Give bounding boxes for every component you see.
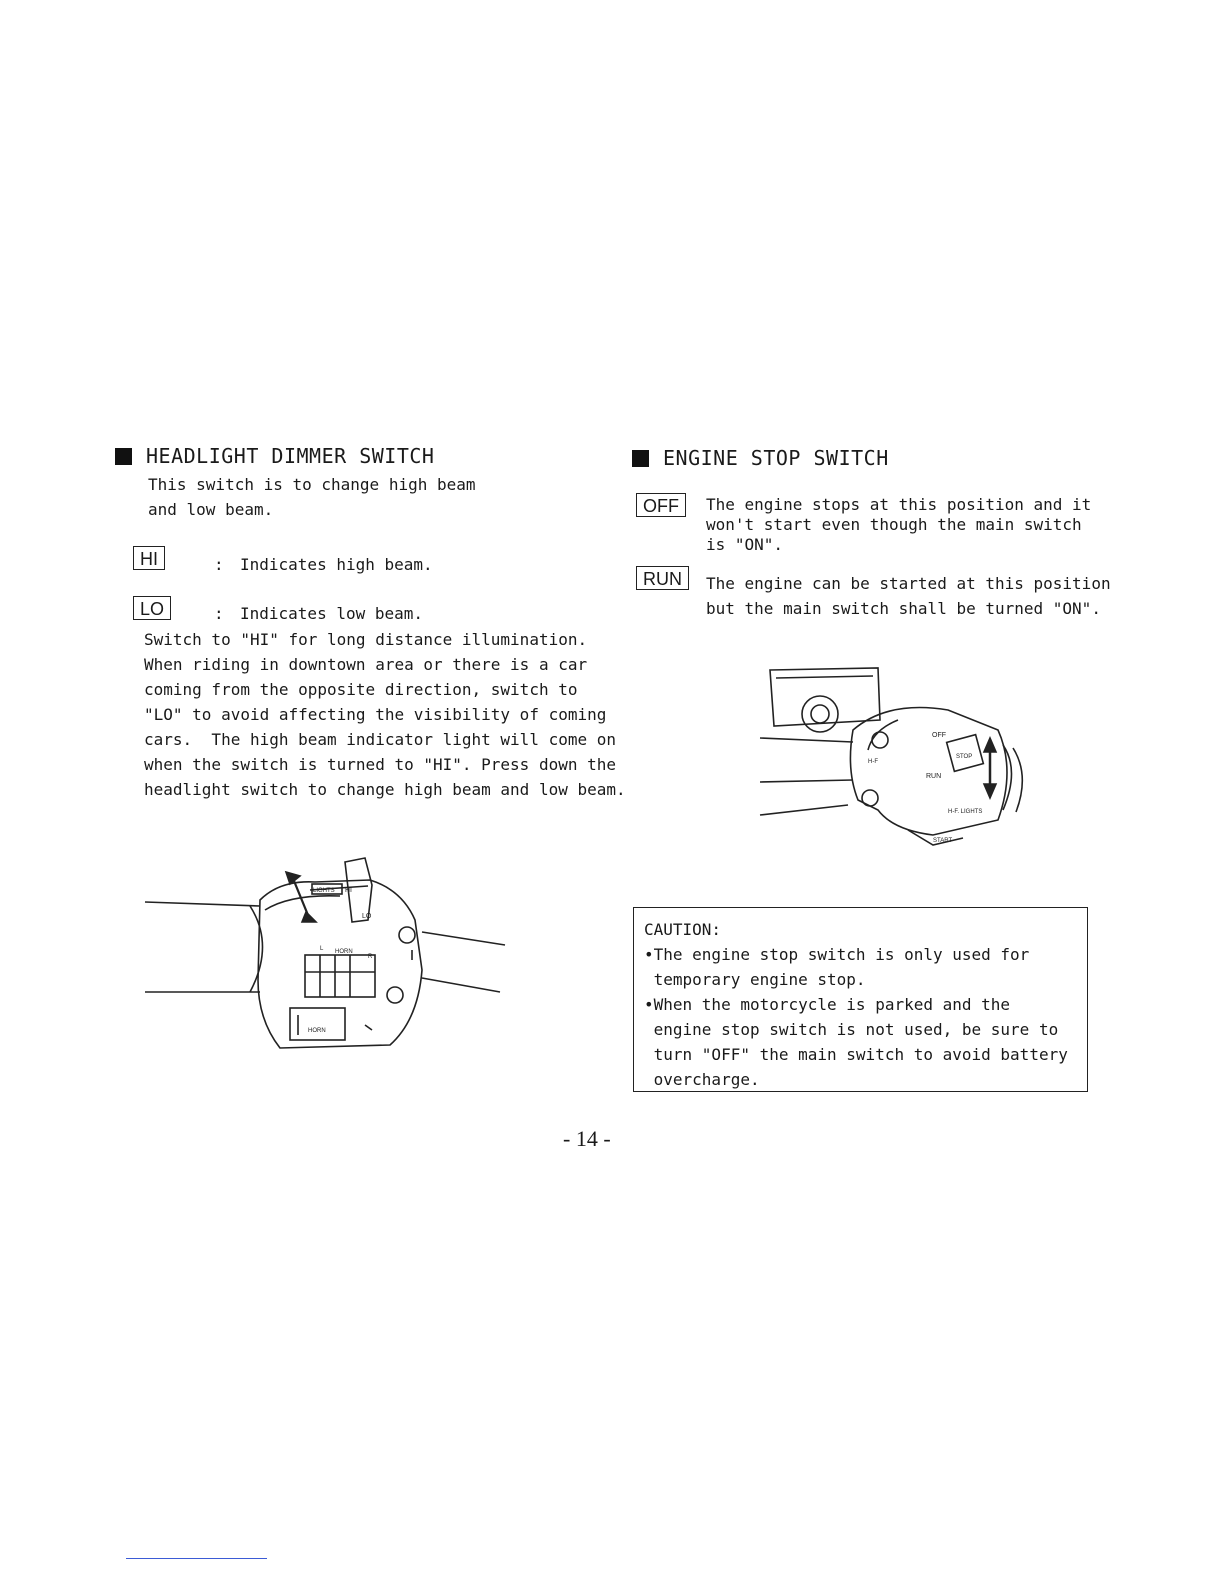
lo-description: Indicates low beam. (240, 604, 424, 623)
headlight-intro-line-2: and low beam. (148, 500, 274, 519)
off-line: is "ON". (706, 535, 784, 554)
caution-title: CAUTION: (644, 920, 722, 939)
hi-lever-label: HI (345, 887, 352, 894)
hi-description: Indicates high beam. (240, 555, 433, 574)
caution-line: overcharge. (644, 1070, 760, 1089)
off-description (706, 495, 1091, 555)
body-line: Switch to "HI" for long distance illumination. (144, 630, 588, 649)
body-line: "LO" to avoid affecting the visibility of coming (144, 705, 607, 724)
engine-stop-switch-illustration (758, 660, 1038, 860)
caution-line: turn "OFF" the main switch to avoid battery (644, 1045, 1068, 1064)
bullet-square-icon (115, 448, 132, 465)
hf-lights-fig-label: H-F. LIGHTS (948, 809, 983, 815)
hi-label-box: HI (133, 546, 165, 570)
stop-fig-label: STOP (956, 754, 973, 760)
turn-right-label: R (368, 954, 373, 960)
start-fig-label: START (933, 838, 953, 844)
headlight-dimmer-switch-illustration (140, 850, 520, 1060)
body-line: When riding in downtown area or there is a car (144, 655, 588, 674)
run-line: The engine can be started at this position (706, 574, 1111, 593)
off-label-box: OFF (636, 493, 686, 517)
headlight-section-title: HEADLIGHT DIMMER SWITCH (115, 444, 434, 468)
turn-left-label: L (320, 946, 324, 952)
horn-button-label: HORN (308, 1028, 326, 1034)
engine-stop-section-title: ENGINE STOP SWITCH (632, 446, 889, 470)
body-line: coming from the opposite direction, switch to (144, 680, 578, 699)
caution-line: •When the motorcycle is parked and the (644, 995, 1011, 1014)
body-line: cars. The high beam indicator light will come on (144, 730, 617, 749)
caution-line: temporary engine stop. (644, 970, 866, 989)
caution-line: •The engine stop switch is only used for (644, 945, 1030, 964)
footer-rule (126, 1558, 267, 1559)
page-number: - 14 - (563, 1126, 611, 1151)
off-fig-label: OFF (932, 732, 946, 739)
body-line: headlight switch to change high beam and low beam. (144, 780, 626, 799)
run-fig-label: RUN (926, 773, 942, 780)
body-line: when the switch is turned to "HI". Press down the (144, 755, 617, 774)
turn-horn-label: HORN (335, 949, 353, 955)
off-line: won't start even though the main switch (706, 515, 1082, 534)
lights-label: LIGHTS (313, 888, 335, 894)
lo-label-box: LO (133, 596, 171, 620)
lo-separator: : (214, 604, 224, 623)
run-description (706, 571, 1111, 621)
lo-lever-label: LO (362, 913, 372, 920)
run-label-box: RUN (636, 566, 689, 590)
caution-line: engine stop switch is not used, be sure to (644, 1020, 1059, 1039)
caution-box (633, 907, 1088, 1092)
bullet-square-icon (632, 450, 649, 467)
off-line: The engine stops at this position and it (706, 495, 1092, 514)
headlight-body-text (144, 627, 626, 802)
hi-separator: : (214, 555, 224, 574)
run-line: but the main switch shall be turned "ON". (706, 599, 1101, 618)
hf-fig-label: H-F (868, 759, 878, 765)
headlight-intro-line-1: This switch is to change high beam (148, 475, 476, 494)
